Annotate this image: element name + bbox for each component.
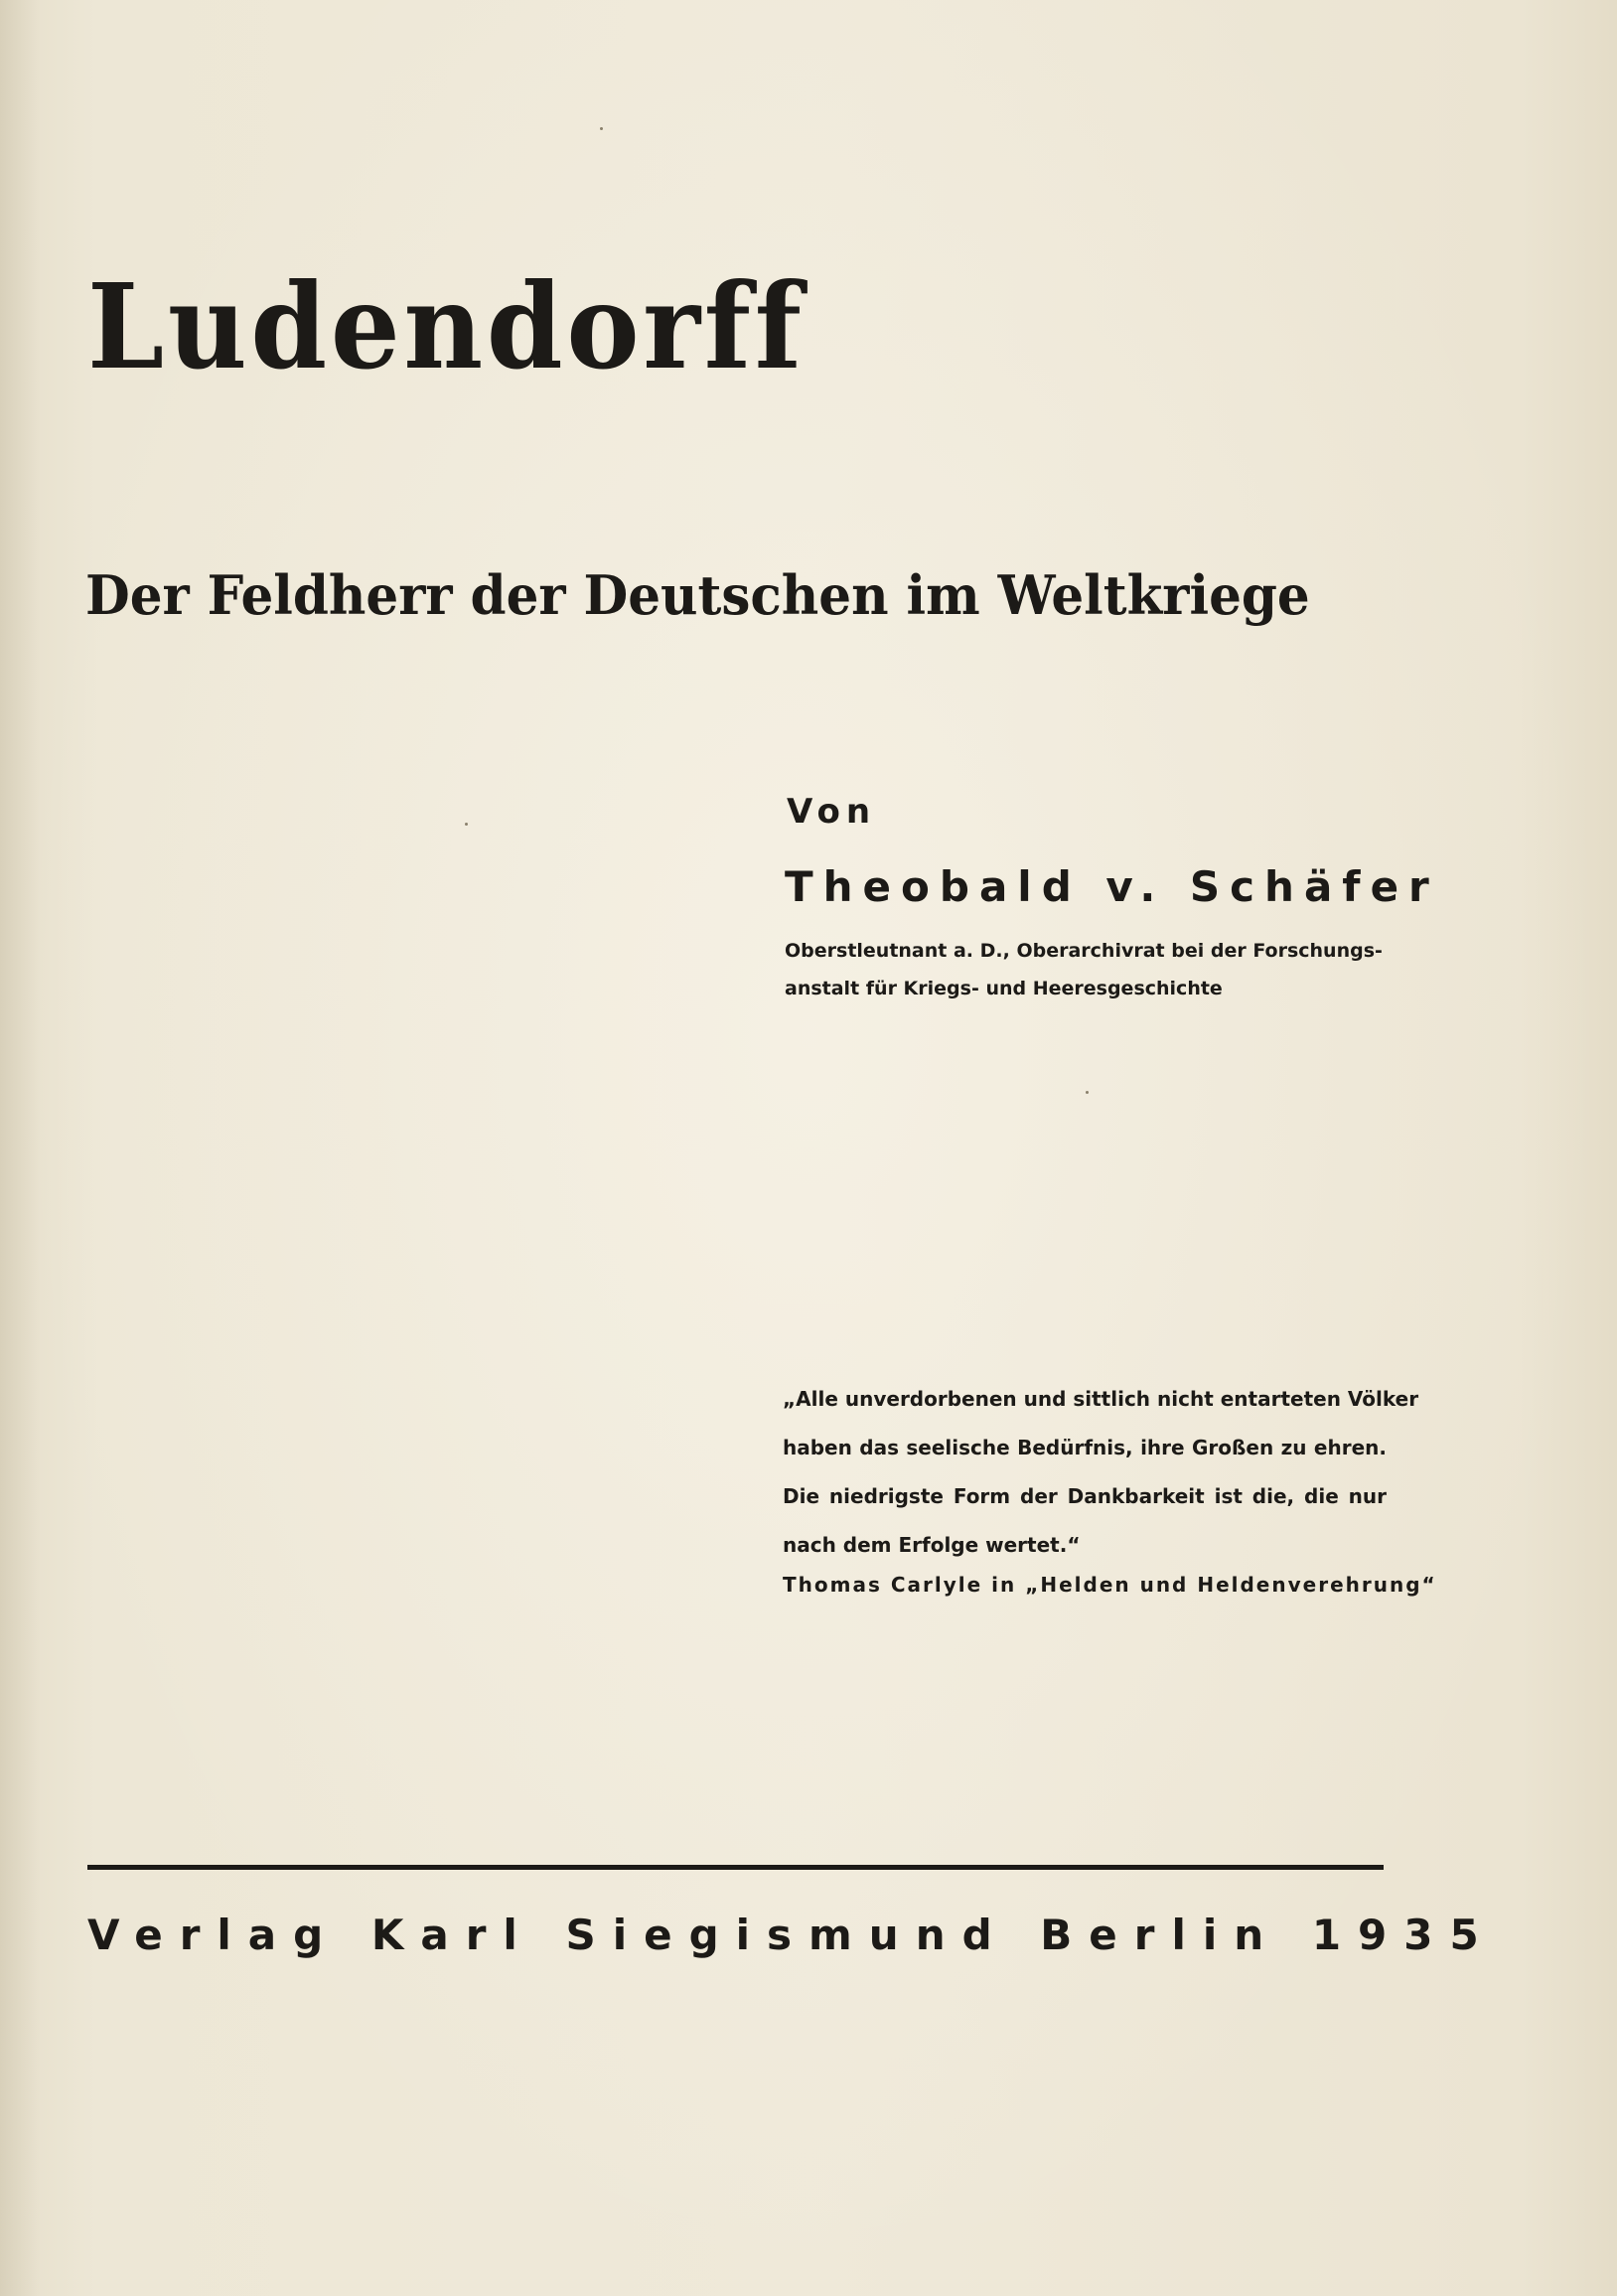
page-edge-shadow	[0, 0, 40, 2296]
epigraph-line: „Alle unverdorbenen und sittlich nicht entarteten Völker	[783, 1387, 1419, 1411]
paper-speck	[1086, 1091, 1089, 1094]
horizontal-rule	[87, 1865, 1384, 1870]
affiliation-line: Oberstleutnant a. D., Oberarchivrat bei der Forschungs-	[785, 940, 1383, 962]
epigraph	[783, 1375, 1419, 1570]
epigraph-line: Die niedrigste Form der Dankbarkeit ist die, die nur	[783, 1484, 1387, 1508]
epigraph-line: nach dem Erfolge wertet.“	[783, 1533, 1081, 1557]
book-title: Ludendorff	[87, 257, 806, 395]
paper-speck	[465, 823, 468, 826]
byline-von: Von	[787, 792, 877, 832]
author-affiliation	[785, 932, 1391, 1007]
affiliation-line: anstalt für Kriegs- und Heeresgeschichte	[785, 978, 1223, 999]
publisher-imprint: Verlag Karl Siegismund Berlin 1935	[87, 1911, 1496, 1959]
book-subtitle: Der Feldherr der Deutschen im Weltkriege	[85, 563, 1310, 627]
epigraph-line: haben das seelische Bedürfnis, ihre Großen zu ehren.	[783, 1436, 1387, 1459]
author-name: Theobald v. Schäfer	[785, 862, 1439, 911]
epigraph-attribution: Thomas Carlyle in „Helden und Heldenverehrung“	[783, 1573, 1437, 1597]
paper-speck	[600, 127, 603, 130]
